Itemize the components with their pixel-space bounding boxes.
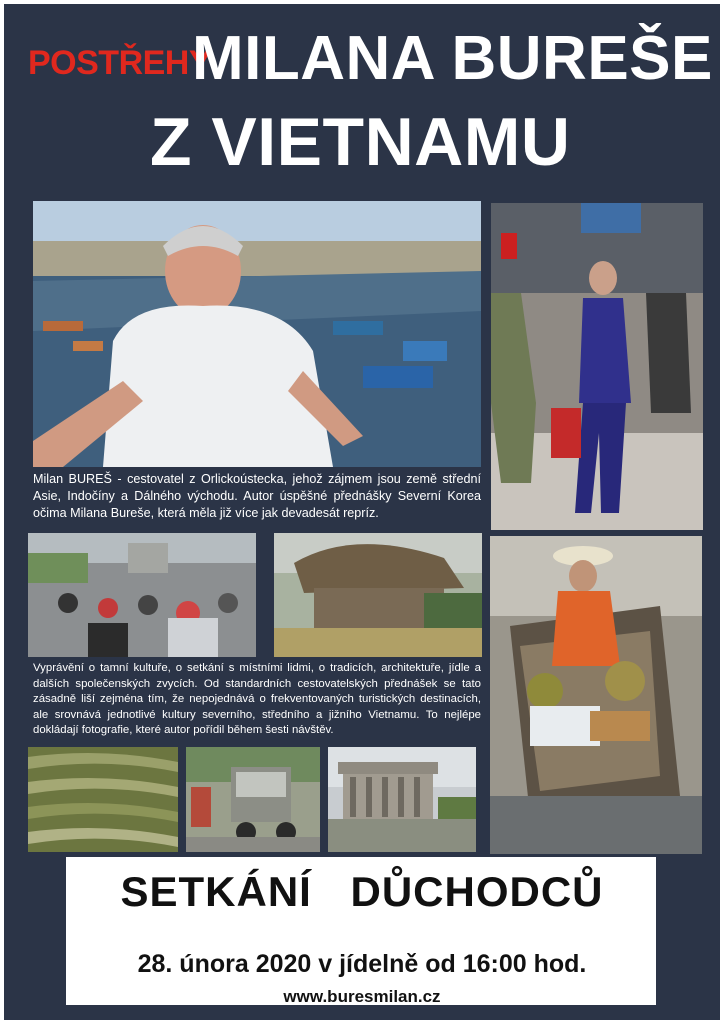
photo-rice-terraces [28, 747, 178, 852]
photo-market-woman [491, 203, 703, 530]
event-title: SETKÁNÍ DŮCHODCŮ [120, 868, 604, 915]
photo-thatched-hut [274, 533, 482, 657]
title-prefix: POSTŘEHY [28, 44, 212, 82]
photo-motorbike-traffic [28, 533, 256, 657]
title-line-2: Z VIETNAMU [150, 104, 571, 180]
author-intro-text: Milan BUREŠ - cestovatel z Orlickoústecka, jehož zájmem jsou země střední Asie, Indočíny a Dálného východu. Autor úspěšné přednášky Severní Korea očima Milana Bureše, která měla již více jak devadesát repríz. [33, 472, 481, 520]
title-line-1: MILANA BUREŠE [192, 24, 713, 93]
event-date-line: 28. února 2020 v jídelně od 16:00 hod. [137, 950, 587, 978]
photo-mausoleum [328, 747, 476, 852]
website-link[interactable]: www.buresmilan.cz [283, 987, 441, 1006]
photo-street-cart [186, 747, 320, 852]
photo-boat-vendor [490, 536, 702, 854]
lecture-description-text: Vyprávění o tamní kultuře, o setkání s místními lidmi, o tradicích, architektuře, jídle a dalších společenských zvycích. Od standardních cestovatelských přednášek se tato zásadně liší zejména tím, že nepojednává o frekventovaných turistických destinacích, ale srovnává jednotlivé kultury severního, středního a jižního Vietnamu. To nejlépe dokládají fotografie, které autor pořídil během šesti návštěv. [33, 662, 481, 736]
photo-author-harbor [33, 201, 481, 467]
